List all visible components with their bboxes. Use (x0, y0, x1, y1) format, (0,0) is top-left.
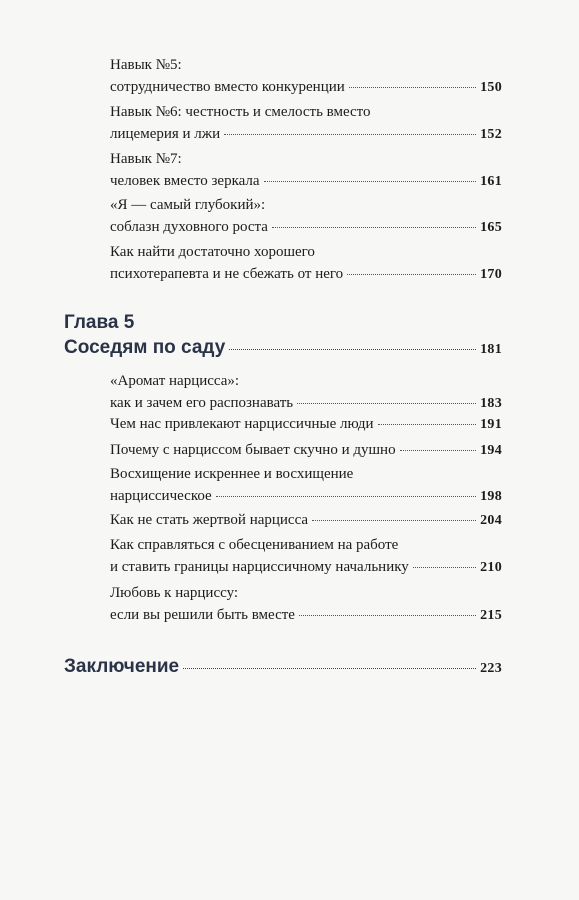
page-number: 198 (480, 489, 502, 504)
dot-leader (299, 615, 476, 616)
dot-leader (312, 520, 476, 521)
page-number: 170 (480, 267, 502, 282)
toc-entry-line: Навык №6: честность и смелость вместо (110, 104, 371, 120)
toc-entry-boring[interactable] (110, 439, 502, 462)
dot-leader (400, 450, 477, 451)
toc-entry-line: Как найти достаточно хорошего (110, 244, 315, 260)
toc-entry-skill-6[interactable] (110, 101, 502, 146)
dot-leader (224, 134, 476, 135)
toc-entry-therapist[interactable] (110, 241, 502, 286)
toc-entry-line: если вы решили быть вместе (110, 607, 295, 623)
toc-entry-line: Почему с нарциссом бывает скучно и душно (110, 442, 396, 458)
toc-entry-attraction[interactable] (110, 413, 502, 436)
chapter-title: Соседям по саду (64, 337, 226, 358)
toc-entry-devaluation[interactable] (110, 534, 502, 579)
dot-leader (272, 227, 476, 228)
page-number: 204 (480, 513, 502, 528)
page-number: 215 (480, 608, 502, 623)
page-number: 152 (480, 127, 502, 142)
dot-leader (413, 567, 476, 568)
dot-leader (183, 668, 476, 669)
chapter-title: Заключение (64, 656, 180, 677)
dot-leader (264, 181, 477, 182)
toc-entry-line: соблазн духовного роста (110, 219, 268, 235)
toc-entry-line: «Я — самый глубокий»: (110, 197, 266, 213)
toc-entry-line: и ставить границы нарциссичному начальнику (110, 559, 409, 575)
chapter-label: Глава 5 (64, 312, 135, 333)
toc-entry-victim[interactable] (110, 509, 502, 532)
page-number: 194 (480, 443, 502, 458)
toc-entry-line: как и зачем его распознавать (110, 395, 294, 411)
page-number: 150 (480, 80, 502, 95)
dot-leader (216, 496, 476, 497)
toc-entry-skill-7[interactable] (110, 148, 502, 193)
toc-entry-line: Любовь к нарциссу: (110, 585, 239, 601)
dot-leader (347, 274, 476, 275)
toc-entry-line: Как не стать жертвой нарцисса (110, 512, 309, 528)
conclusion-heading[interactable] (64, 654, 502, 681)
dot-leader (297, 403, 476, 404)
page-number: 223 (480, 661, 502, 676)
toc-entry-skill-5[interactable] (110, 54, 502, 99)
toc-entry-line: Чем нас привлекают нарциссичные люди (110, 416, 374, 432)
toc-entry-line: «Аромат нарцисса»: (110, 373, 240, 389)
toc-entry-line: нарциссическое (110, 488, 212, 504)
toc-entry-line: Навык №7: (110, 151, 182, 167)
page-number: 191 (480, 417, 502, 432)
page-number: 181 (480, 342, 502, 357)
toc-entry-line: человек вместо зеркала (110, 173, 260, 189)
toc-entry-line: Восхищение искреннее и восхищение (110, 466, 354, 482)
page-number: 165 (480, 220, 502, 235)
page-number: 161 (480, 174, 502, 189)
toc-entry-love[interactable] (110, 582, 502, 627)
dot-leader (349, 87, 476, 88)
page-number: 210 (480, 560, 502, 575)
toc-entry-deepest[interactable] (110, 194, 502, 239)
toc-entry-admiration[interactable] (110, 463, 502, 508)
toc-entry-line: Как справляться с обесцениванием на работе (110, 537, 399, 553)
toc-entry-line: лицемерия и лжи (110, 126, 221, 142)
toc-entry-line: сотрудничество вместо конкуренции (110, 79, 345, 95)
toc-entry-line: психотерапевта и не сбежать от него (110, 266, 344, 282)
chapter-5-heading[interactable] (64, 310, 502, 362)
toc-entry-line: Навык №5: (110, 57, 182, 73)
dot-leader (378, 424, 477, 425)
page-number: 183 (480, 396, 502, 411)
dot-leader (229, 349, 476, 350)
toc-entry-aroma[interactable] (110, 370, 502, 415)
